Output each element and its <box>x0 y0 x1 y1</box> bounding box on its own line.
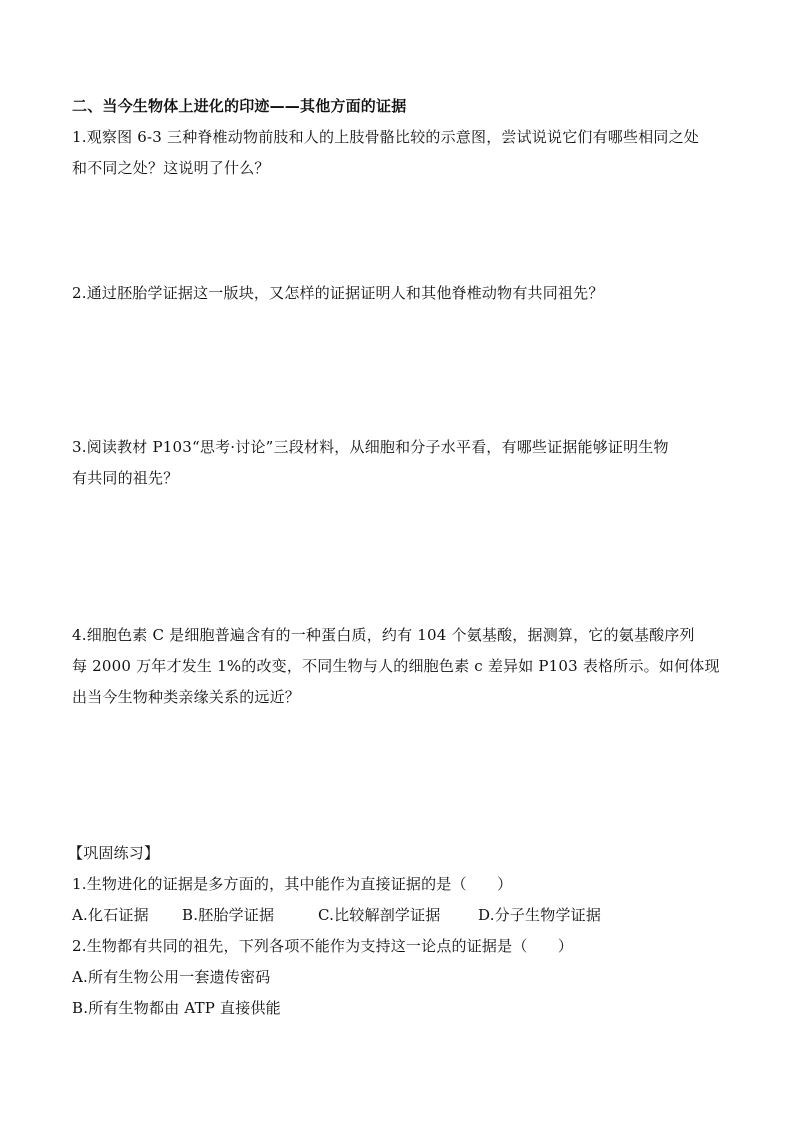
practice-q2-option-a: A.所有生物公用一套遗传密码 <box>72 968 271 986</box>
question-1-line-1: 1.观察图 6-3 三种脊椎动物前肢和人的上肢骨骼比较的示意图，尝试说说它们有哪些相同之处 <box>72 128 700 146</box>
question-4-line-1: 4.细胞色素 C 是细胞普遍含有的一种蛋白质，约有 104 个氨基酸，据测算，它的氨基酸序列 <box>72 626 695 644</box>
question-4-line-3: 出当今生物种类亲缘关系的远近？ <box>72 688 301 706</box>
practice-title: 【巩固练习】 <box>68 844 160 862</box>
practice-q1-stem: 1.生物进化的证据是多方面的，其中能作为直接证据的是（ ） <box>72 875 513 893</box>
question-1-line-2: 和不同之处？这说明了什么？ <box>72 159 270 177</box>
practice-q1-option-a: A.化石证据 <box>72 906 149 924</box>
practice-q1-option-c: C.比较解剖学证据 <box>318 906 441 924</box>
practice-q1-option-b: B.胚胎学证据 <box>182 906 275 924</box>
practice-q2-stem: 2.生物都有共同的祖先，下列各项不能作为支持这一论点的证据是（ ） <box>72 937 574 955</box>
question-4-line-2: 每 2000 万年才发生 1%的改变，不同生物与人的细胞色素 c 差异如 P103 表格所示。如何体现 <box>72 657 720 675</box>
practice-q2-option-b: B.所有生物都由 ATP 直接供能 <box>72 999 281 1017</box>
section-heading: 二、当今生物体上进化的印迹——其他方面的证据 <box>72 97 407 115</box>
question-2-line-1: 2.通过胚胎学证据这一版块，又怎样的证据证明人和其他脊椎动物有共同祖先？ <box>72 284 604 302</box>
practice-q1-options <box>72 905 601 925</box>
question-3-line-1: 3.阅读教材 P103“思考·讨论”三段材料，从细胞和分子水平看，有哪些证据能够证明生物 <box>72 438 669 456</box>
practice-q1-option-d: D.分子生物学证据 <box>478 906 602 924</box>
question-3-line-2: 有共同的祖先？ <box>72 469 179 487</box>
